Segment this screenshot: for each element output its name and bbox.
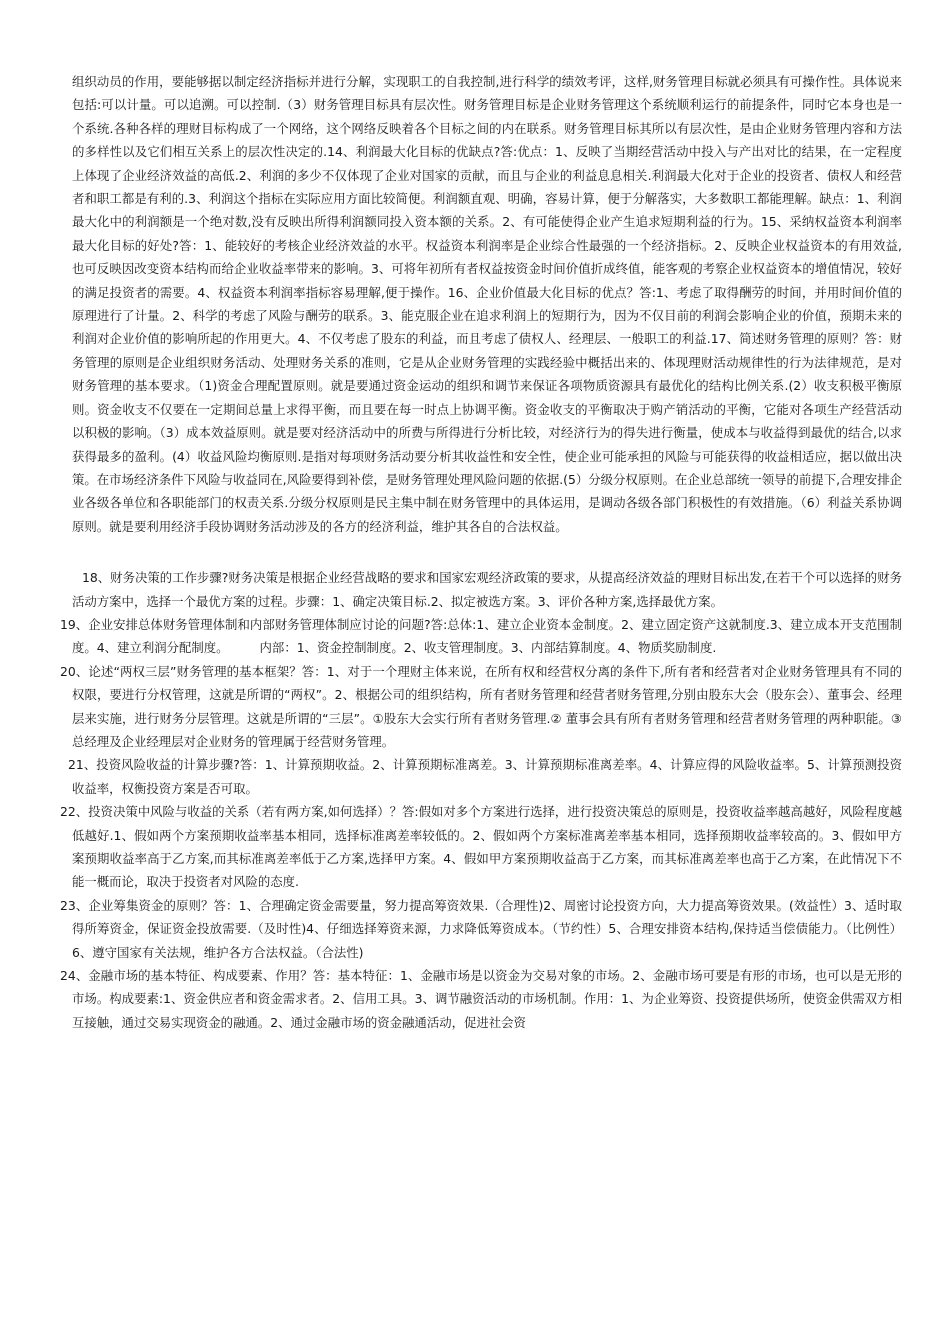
paragraph-question-18: 18、财务决策的工作步骤?财务决策是根据企业经营战略的要求和国家宏观经济政策的要求，从提高经济效益的理财目标出发,在若干个可以选择的财务活动方案中，选择一个最优方案的过程。步骤：1、确定决策目标.2、拟定被选方案。3、评价各种方案,选择最优方案。	[72, 570, 902, 609]
paragraph-question-19: 19、企业安排总体财务管理体制和内部财务管理体制应讨论的问题?答:总体:1、建立企业资本金制度。2、建立固定资产这就制度.3、建立成本开支范围制度。4、建立利润分配制度。 内部：1、资金控制制度。2、收支管理制度。3、内部结算制度。4、物质奖励制度.	[60, 616, 902, 656]
paragraph-question-20: 20、论述“两权三层”财务管理的基本框架？答：1、对于一个理财主体来说，在所有权和经营权分离的条件下,所有者和经营者对企业财务管理具有不同的权限，要进行分权管理，这就是所谓的“两权”。2、根据公司的组织结构，所有者财务管理和经营者财务管理,分别由股东大会（股东会）、董事会、经理层来实施，进行财务分层管理。这就是所谓的“三层”。①股东大会实行所有者财务管理.② 董事会具有所有者财务管理和经营者财务管理的两种职能。③总经理及企业经理层对企业财务的管理属于经营财务管理。	[60, 663, 902, 749]
paragraph-question-23: 23、企业筹集资金的原则？答：1、合理确定资金需要量，努力提高筹资效果.（合理性)2、周密讨论投资方向，大力提高筹资效果。(效益性）3、适时取得所筹资金，保证资金投放需要.（及时性)4、仔细选择筹资来源，力求降低筹资成本。（节约性）5、合理安排资本结构,保持适当偿债能力。（比例性）6、遵守国家有关法规，维护各方合法权益。（合法性)	[60, 897, 902, 960]
paragraph-question-22: 22、投资决策中风险与收益的关系（若有两方案,如何选择）？答:假如对多个方案进行选择，进行投资决策总的原则是，投资收益率越高越好，风险程度越低越好.1、假如两个方案预期收益率基本相同，选择标准离差率较低的。2、假如两个方案标准离差率基本相同，选择预期收益率较高的。3、假如甲方案预期收益率高于乙方案,而其标准离差率低于乙方案,选择甲方案。4、假如甲方案预期收益高于乙方案，而其标准离差率也高于乙方案，在此情况下不能一概而论，取决于投资者对风险的态度.	[60, 804, 902, 890]
paragraph-question-21: 21、投资风险收益的计算步骤?答：1、计算预期收益。2、计算预期标准离差。3、计算预期标准离差率。4、计算应得的风险收益率。5、计算预测投资收益率，权衡投资方案是否可取。	[68, 757, 902, 796]
paragraph-gap	[72, 538, 902, 566]
paragraph-question-24: 24、金融市场的基本特征、构成要素、作用？答：基本特征：1、金融市场是以资金为交易对象的市场。2、金融市场可要是有形的市场，也可以是无形的市场。构成要素:1、资金供应者和资金需求者。2、信用工具。3、调节融资活动的市场机制。作用：1、为企业筹资、投资提供场所，使资金供需双方相互接触，通过交易实现资金的融通。2、通过金融市场的资金融通活动，促进社会资	[60, 968, 902, 1030]
paragraph-continuation-13-17: 组织动员的作用，要能够据以制定经济指标并进行分解，实现职工的自我控制,进行科学的绩效考评，这样,财务管理目标就必须具有可操作性。具体说来包括:可以计量。可以追溯。可以控制.（3）财务管理目标具有层次性。财务管理目标是企业财务管理这个系统顺利运行的前提条件，同时它本身也是一个系统.各种各样的理财目标构成了一个网络，这个网络反映着各个目标之间的内在联系。财务管理目标其所以有层次性，是由企业财务管理内容和方法的多样性以及它们相互关系上的层次性决定的.14、利润最大化目标的优缺点?答:优点：1、反映了当期经营活动中投入与产出对比的结果，在一定程度上体现了企业经济效益的高低.2、利润的多少不仅体现了企业对国家的贡献，而且与企业的利益息息相关.利润最大化对于企业的投资者、债权人和经营者和职工都是有利的.3、利润这个指标在实际应用方面比较简便。利润额直观、明确，容易计算，便于分解落实，大多数职工都能理解。缺点：1、利润最大化中的利润额是一个绝对数,没有反映出所得利润额同投入资本额的关系。2、有可能使得企业产生追求短期利益的行为。15、采纳权益资本利润率最大化目标的好处?答：1、能较好的考核企业经济效益的水平。权益资本利润率是企业综合性最强的一个经济指标。2、反映企业权益资本的有用效益,也可反映因改变资本结构而给企业收益率带来的影响。3、可将年初所有者权益按资金时间价值折成终值，能客观的考察企业权益资本的增值情况，较好的满足投资者的需要。4、权益资本利润率指标容易理解,便于操作。16、企业价值最大化目标的优点？答:1、考虑了取得酬劳的时间，并用时间价值的原理进行了计量。2、科学的考虑了风险与酬劳的联系。3、能克服企业在追求利润上的短期行为，因为不仅目前的利润会影响企业的价值，预期未来的利润对企业价值的影响所起的作用更大。4、不仅考虑了股东的利益，而且考虑了债权人、经理层、一般职工的利益.17、简述财务管理的原则？答：财务管理的原则是企业组织财务活动、处理财务关系的准则，它是从企业财务管理的实践经验中概括出来的、体现理财活动规律性的行为法律规范，是对财务管理的基本要求。（1)资金合理配置原则。就是要通过资金运动的组织和调节来保证各项物质资源具有最优化的结构比例关系.(2）收支积极平衡原则。资金收支不仅要在一定期间总量上求得平衡，而且要在每一时点上协调平衡。资金收支的平衡取决于购产销活动的平衡，它能对各项生产经营活动以积极的影响。（3）成本效益原则。就是要对经济活动中的所费与所得进行分析比较，对经济行为的得失进行衡量，使成本与收益得到最优的结合,以求获得最多的盈利。(4）收益风险均衡原则.是指对每项财务活动要分析其收益性和安全性，使企业可能承担的风险与可能获得的收益相适应，据以做出决策。在市场经济条件下风险与收益同在,风险要得到补偿，是财务管理处理风险问题的依据.(5）分级分权原则。在企业总部统一领导的前提下,合理安排企业各级各单位和各职能部门的权责关系.分级分权原则是民主集中制在财务管理中的具体运用，是调动各级各部门积极性的有效措施。（6）利益关系协调原则。就是要利用经济手段协调财务活动涉及的各方的经济利益，维护其各自的合法权益。	[72, 74, 902, 534]
document-page	[60, 70, 902, 1034]
